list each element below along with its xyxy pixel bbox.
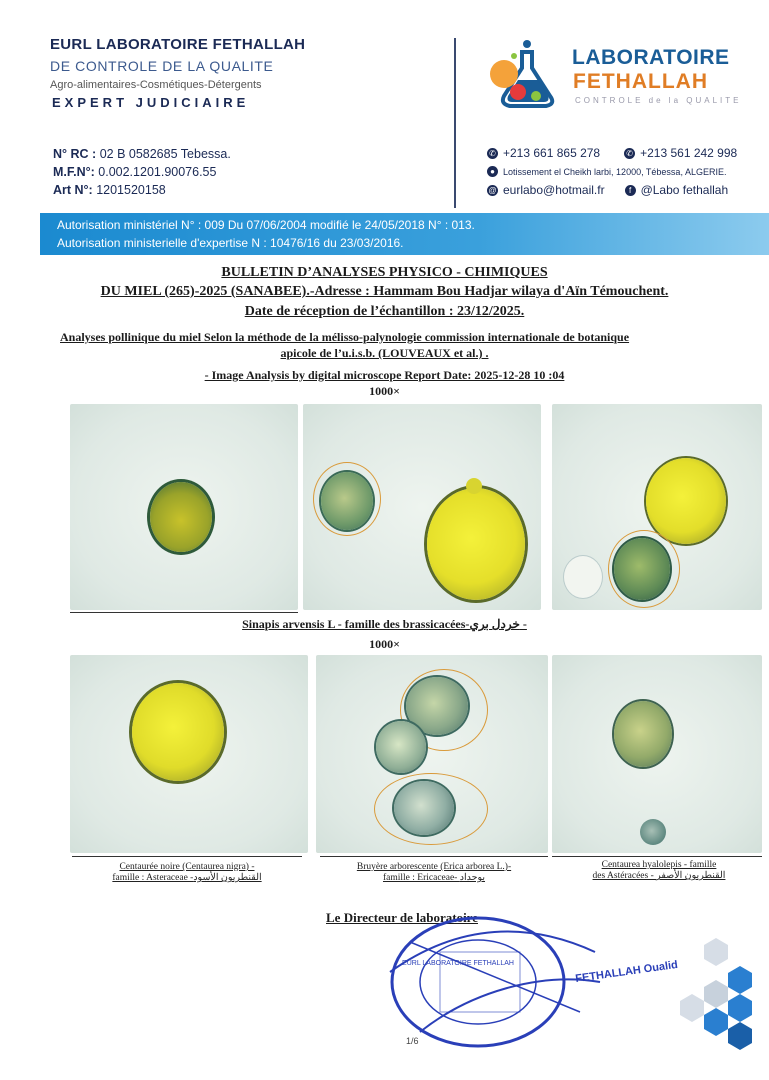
bulletin-title: BULLETIN D’ANALYSES PHYSICO - CHIMIQUES [221, 265, 548, 280]
signature-name: FETHALLAH Oualid [574, 958, 679, 986]
caption-2-line-2: famille : Ericaceae- بوحداد [382, 873, 486, 883]
caption-1-line-1: Centaurée noire (Centaurea nigra) - [119, 862, 255, 872]
page-number: 1/6 [406, 1036, 419, 1046]
logo-title-line3: CONTROLE de la QUALITE [575, 96, 742, 105]
method-line-1: Analyses pollinique du miel Selon la méthode de la mélisso-palynologie commission internationale de botanique [60, 330, 630, 344]
authorization-line-2: Autorisation ministerielle d'expertise N : 10476/16 du 23/03/2016. [57, 236, 404, 250]
address: Lotissement el Cheikh larbi, 12000, Tébessa, ALGERIE. [503, 166, 727, 177]
caption-2-line-1: Bruyère arborescente (Erica arborea L.)- [356, 862, 512, 872]
microscope-image-3 [552, 404, 762, 610]
email-icon: @ [488, 185, 497, 195]
reception-date: Date de réception de l’échantillon : 23/12/2025. [244, 304, 525, 319]
header-divider [454, 38, 456, 208]
caption-3-line-2: des Astéracées - القنطريون الأصفر [592, 871, 726, 881]
lab-expert: EXPERT JUDICIAIRE [52, 95, 250, 110]
mfn-row [53, 165, 216, 179]
magnification-1: 1000× [369, 384, 400, 398]
facebook: @Labo fethallah [640, 183, 729, 197]
method-line-2: apicole de l’u.i.s.b. (LOUVEAUX et al.) . [280, 346, 489, 360]
rc-label: N° RC : [53, 147, 97, 161]
art-row [53, 183, 166, 197]
image-analysis-line: - Image Analysis by digital microscope Report Date: 2025-12-28 10 :04 [204, 368, 565, 382]
lab-domains: Agro-alimentaires-Cosmétiques-Détergents [50, 79, 262, 91]
caption-3-line-1: Centaurea hyalolepis - famille [601, 860, 717, 870]
caption-divider-2 [320, 856, 548, 857]
hexagon-decoration-icon [668, 930, 768, 1050]
product-line: DU MIEL (265)-2025 (SANABEE).-Adresse : Hammam Bou Hadjar wilaya d'Aïn Témouchent. [100, 284, 669, 299]
location-icon: ● [487, 166, 498, 177]
microscope-image-1 [70, 404, 298, 610]
microscope-image-5 [316, 655, 548, 853]
viber-icon: ✆ [624, 148, 635, 159]
caption-3 [552, 860, 766, 881]
phone-1: +213 661 865 278 [503, 146, 601, 160]
caption-1-line-2: famille : Asteraceae -القنطريون الأسود [112, 873, 262, 883]
logo-title-line2: FETHALLAH [573, 70, 708, 93]
stamp-inner-text: EURL LABORATOIRE FETHALLAH [402, 960, 514, 967]
caption-1 [72, 862, 302, 883]
caption-2 [318, 862, 550, 883]
microscope-image-2 [303, 404, 541, 610]
rc-row [53, 147, 231, 161]
flask-logo-icon [484, 34, 564, 110]
species-label-1: Sinapis arvensis L - famille des brassicacées-خردل بري - [242, 617, 527, 631]
authorization-line-1: Autorisation ministériel N° : 009 Du 07/06/2004 modifié le 24/05/2018 N° : 013. [57, 218, 475, 232]
art-label: Art N°: [53, 183, 93, 197]
magnification-2: 1000× [369, 637, 400, 651]
caption-divider-3 [552, 856, 762, 857]
divider-1 [70, 612, 298, 613]
microscope-image-6 [552, 655, 762, 853]
lab-name: EURL LABORATOIRE FETHALLAH [50, 36, 306, 53]
phone-2: +213 561 242 998 [640, 146, 738, 160]
facebook-icon: f [625, 185, 636, 196]
social-row [487, 183, 728, 197]
lab-subtitle: DE CONTROLE DE LA QUALITE [50, 58, 274, 74]
art-value: 1201520158 [96, 183, 166, 197]
director-label: Le Directeur de laboratoire [326, 910, 478, 925]
rc-value: 02 B 0582685 Tebessa. [99, 147, 231, 161]
mfn-label: M.F.N°: [53, 165, 95, 179]
caption-divider-1 [72, 856, 302, 857]
address-row [487, 166, 726, 177]
mfn-value: 0.002.1201.90076.55 [98, 165, 217, 179]
whatsapp-icon: ✆ [487, 148, 498, 159]
email: eurlabo@hotmail.fr [503, 183, 605, 197]
microscope-image-4 [70, 655, 308, 853]
logo-title-line1: LABORATOIRE [572, 46, 730, 69]
phone-row [487, 146, 737, 160]
